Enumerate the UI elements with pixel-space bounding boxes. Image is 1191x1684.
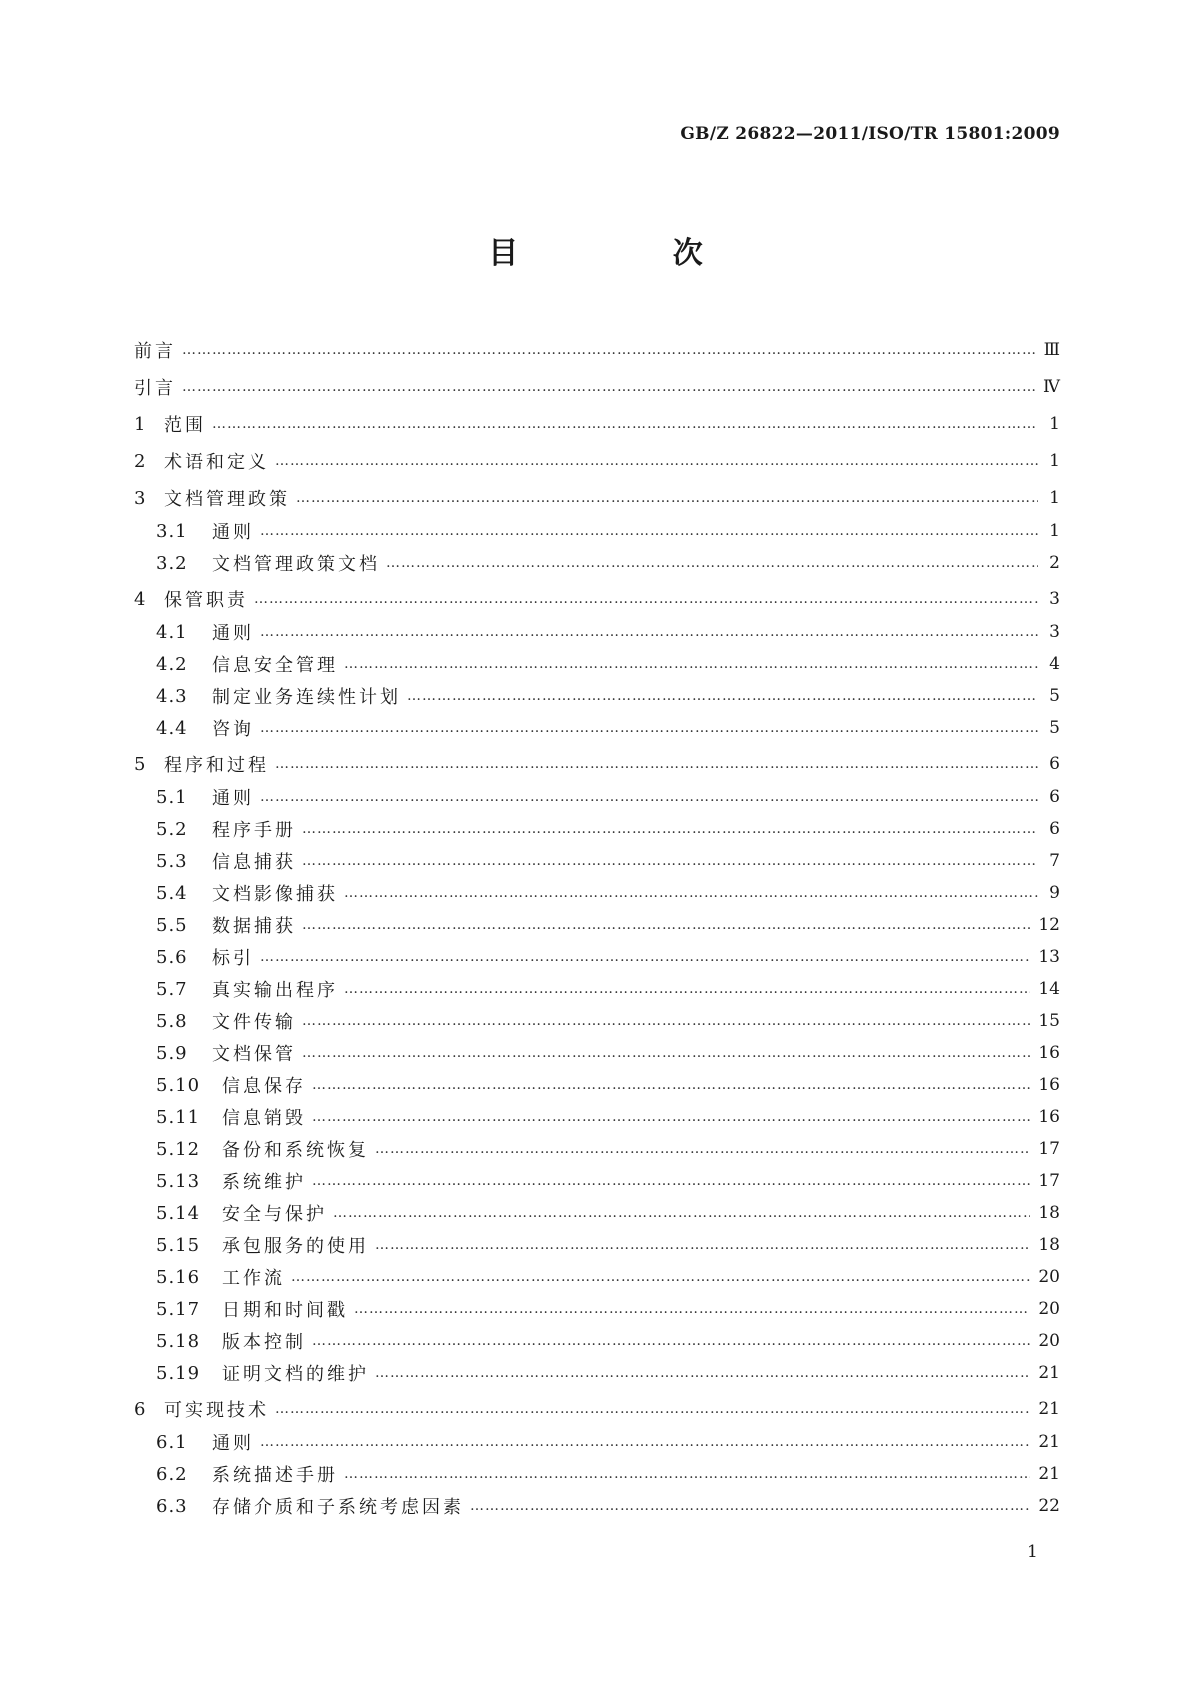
toc-leader-dots <box>302 1014 1030 1028</box>
toc-entry-page: 21 <box>1038 1363 1060 1383</box>
toc-leader-dots <box>344 886 1038 900</box>
toc-leader-dots <box>312 1078 1030 1092</box>
toc-entry-page: 16 <box>1038 1043 1060 1063</box>
toc-entry-number: 2 <box>134 450 147 472</box>
toc-entry-page: 5 <box>1049 718 1060 738</box>
toc-entry[interactable] <box>134 1133 1060 1165</box>
toc-entry-number: 6.3 <box>156 1495 188 1517</box>
toc-entry[interactable] <box>134 407 1060 441</box>
toc-entry-page: 1 <box>1049 521 1060 541</box>
toc-entry-title: 系统维护 <box>222 1172 306 1193</box>
toc-leader-dots <box>312 1110 1030 1124</box>
toc-entry[interactable] <box>134 1101 1060 1133</box>
toc-entry-number: 5 <box>134 753 147 775</box>
toc-entry[interactable] <box>134 582 1060 616</box>
toc-entry-title: 可实现技术 <box>164 1400 269 1421</box>
toc-leader-dots <box>275 757 1038 771</box>
toc-entry-page: 20 <box>1038 1267 1060 1287</box>
toc-entry-number: 5.14 <box>156 1202 201 1224</box>
toc-entry-page: 20 <box>1038 1299 1060 1319</box>
toc-leader-dots <box>275 1402 1030 1416</box>
toc-leader-dots <box>182 343 1036 357</box>
toc-leader-dots <box>260 625 1038 639</box>
toc-entry-title: 真实输出程序 <box>212 980 338 1001</box>
toc-entry-page: 1 <box>1049 414 1060 434</box>
toc-entry-number: 5.19 <box>156 1362 201 1384</box>
toc-entry-page: 3 <box>1049 589 1060 609</box>
toc-leader-dots <box>260 524 1038 538</box>
toc-leader-dots <box>407 689 1038 703</box>
toc-entry[interactable] <box>134 781 1060 813</box>
toc-entry-title: 文档保管 <box>212 1044 296 1065</box>
toc-entry-page: 21 <box>1038 1399 1060 1419</box>
toc-entry[interactable] <box>134 648 1060 680</box>
toc-leader-dots <box>354 1302 1030 1316</box>
toc-leader-dots <box>302 918 1030 932</box>
toc-entry-number: 5.10 <box>156 1074 201 1096</box>
toc-entry[interactable] <box>134 845 1060 877</box>
toc-entry-number: 5.11 <box>156 1106 201 1128</box>
toc-entry-page: 6 <box>1049 787 1060 807</box>
toc-entry[interactable] <box>134 370 1060 404</box>
toc-leader-dots <box>312 1334 1030 1348</box>
toc-entry[interactable] <box>134 712 1060 744</box>
toc-leader-dots <box>302 822 1038 836</box>
toc-entry[interactable] <box>134 877 1060 909</box>
toc-entry[interactable] <box>134 1293 1060 1325</box>
toc-leader-dots <box>182 380 1035 394</box>
toc-entry-page: 18 <box>1038 1235 1060 1255</box>
toc-entry-number: 5.5 <box>156 914 188 936</box>
toc-entry-number: 5.17 <box>156 1298 201 1320</box>
toc-entry[interactable] <box>134 1458 1060 1490</box>
toc-entry-title: 咨询 <box>212 719 254 740</box>
toc-entry-title: 文档管理政策 <box>164 489 290 510</box>
toc-entry[interactable] <box>134 1229 1060 1261</box>
toc-entry-page: 9 <box>1049 883 1060 903</box>
toc-entry[interactable] <box>134 1069 1060 1101</box>
toc-leader-dots <box>260 950 1030 964</box>
toc-entry-page: 15 <box>1038 1011 1060 1031</box>
toc-leader-dots <box>344 1467 1030 1481</box>
toc-entry-page: 2 <box>1049 553 1060 573</box>
toc-entry-page: 5 <box>1049 686 1060 706</box>
toc-leader-dots <box>302 1046 1030 1060</box>
toc-entry-number: 5.4 <box>156 882 188 904</box>
toc-entry-title: 引言 <box>134 378 176 399</box>
toc-entry-page: 4 <box>1049 654 1060 674</box>
toc-leader-dots <box>260 790 1038 804</box>
toc-entry[interactable] <box>134 941 1060 973</box>
toc-entry-title: 备份和系统恢复 <box>222 1140 369 1161</box>
toc-entry-title: 术语和定义 <box>164 452 269 473</box>
toc-entry[interactable] <box>134 1005 1060 1037</box>
toc-entry-title: 通则 <box>212 623 254 644</box>
toc-entry[interactable] <box>134 1165 1060 1197</box>
toc-entry-title: 日期和时间戳 <box>222 1300 348 1321</box>
toc-leader-dots <box>333 1206 1030 1220</box>
toc-leader-dots <box>302 854 1038 868</box>
toc-entry-page: 1 <box>1049 488 1060 508</box>
toc-entry-title: 信息捕获 <box>212 852 296 873</box>
toc-entry-page: 3 <box>1049 622 1060 642</box>
toc-entry-title: 程序和过程 <box>164 755 269 776</box>
toc-entry-number: 5.9 <box>156 1042 188 1064</box>
toc-entry[interactable] <box>134 1037 1060 1069</box>
toc-entry[interactable] <box>134 909 1060 941</box>
toc-entry-page: 21 <box>1038 1432 1060 1452</box>
toc-entry[interactable] <box>134 547 1060 579</box>
toc-entry-number: 5.6 <box>156 946 188 968</box>
toc-entry[interactable] <box>134 1426 1060 1458</box>
toc-entry-page: 20 <box>1038 1331 1060 1351</box>
toc-entry-title: 前言 <box>134 341 176 362</box>
toc-leader-dots <box>375 1238 1030 1252</box>
toc-leader-dots <box>344 982 1030 996</box>
toc-entry[interactable] <box>134 444 1060 478</box>
toc-entry-number: 5.13 <box>156 1170 201 1192</box>
toc-entry-number: 5.8 <box>156 1010 188 1032</box>
table-of-contents <box>134 330 1060 1522</box>
toc-entry-title: 保管职责 <box>164 590 248 611</box>
toc-entry-number: 5.18 <box>156 1330 201 1352</box>
toc-entry[interactable] <box>134 1325 1060 1357</box>
toc-entry-number: 4.1 <box>156 621 188 643</box>
toc-entry-title: 通则 <box>212 522 254 543</box>
toc-entry-title: 信息安全管理 <box>212 655 338 676</box>
toc-entry-title: 工作流 <box>222 1268 285 1289</box>
toc-entry-number: 5.15 <box>156 1234 201 1256</box>
toc-entry-page: 22 <box>1038 1496 1060 1516</box>
toc-leader-dots <box>260 721 1038 735</box>
toc-entry-number: 6.1 <box>156 1431 188 1453</box>
toc-entry-title: 信息销毁 <box>222 1108 306 1129</box>
toc-entry-page: Ⅳ <box>1043 377 1060 397</box>
toc-entry-title: 制定业务连续性计划 <box>212 687 401 708</box>
toc-entry-title: 存储介质和子系统考虑因素 <box>212 1497 464 1518</box>
toc-entry-title: 范围 <box>164 415 206 436</box>
toc-entry-title: 证明文档的维护 <box>222 1364 369 1385</box>
toc-entry[interactable] <box>134 1197 1060 1229</box>
toc-entry-page: 1 <box>1049 451 1060 471</box>
toc-leader-dots <box>344 657 1038 671</box>
toc-leader-dots <box>260 1435 1030 1449</box>
toc-entry-page: 7 <box>1049 851 1060 871</box>
toc-entry-number: 1 <box>134 413 147 435</box>
page-title: 目 次 <box>488 236 775 271</box>
toc-entry-title: 版本控制 <box>222 1332 306 1353</box>
toc-entry-number: 5.16 <box>156 1266 201 1288</box>
toc-entry-number: 5.1 <box>156 786 188 808</box>
toc-entry[interactable] <box>134 813 1060 845</box>
toc-entry-page: 18 <box>1038 1203 1060 1223</box>
toc-entry-number: 5.12 <box>156 1138 201 1160</box>
toc-entry[interactable] <box>134 333 1060 367</box>
toc-leader-dots <box>386 556 1038 570</box>
toc-entry-number: 3 <box>134 487 147 509</box>
toc-entry[interactable] <box>134 680 1060 712</box>
toc-entry-title: 标引 <box>212 948 254 969</box>
page-number: 1 <box>1027 1542 1038 1562</box>
toc-entry-title: 程序手册 <box>212 820 296 841</box>
toc-entry[interactable] <box>134 515 1060 547</box>
toc-entry-page: 6 <box>1049 754 1060 774</box>
toc-entry-page: 17 <box>1038 1139 1060 1159</box>
toc-entry-page: 14 <box>1038 979 1060 999</box>
toc-entry[interactable] <box>134 1357 1060 1389</box>
toc-entry-number: 3.2 <box>156 552 188 574</box>
toc-entry-title: 文档管理政策文档 <box>212 554 380 575</box>
toc-entry-number: 6.2 <box>156 1463 188 1485</box>
toc-leader-dots <box>470 1499 1030 1513</box>
toc-entry-title: 数据捕获 <box>212 916 296 937</box>
toc-entry[interactable] <box>134 1490 1060 1522</box>
toc-entry-title: 文件传输 <box>212 1012 296 1033</box>
toc-entry-page: 21 <box>1038 1464 1060 1484</box>
toc-entry-title: 通则 <box>212 1433 254 1454</box>
toc-entry[interactable] <box>134 1392 1060 1426</box>
toc-entry-page: 17 <box>1038 1171 1060 1191</box>
toc-leader-dots <box>312 1174 1030 1188</box>
toc-entry-number: 4.3 <box>156 685 188 707</box>
toc-leader-dots <box>375 1366 1030 1380</box>
toc-entry-page: 13 <box>1038 947 1060 967</box>
toc-entry-title: 系统描述手册 <box>212 1465 338 1486</box>
toc-entry-title: 通则 <box>212 788 254 809</box>
toc-entry-page: 16 <box>1038 1075 1060 1095</box>
toc-entry[interactable] <box>134 973 1060 1005</box>
toc-entry-number: 5.2 <box>156 818 188 840</box>
toc-entry-number: 3.1 <box>156 520 188 542</box>
toc-entry-title: 信息保存 <box>222 1076 306 1097</box>
toc-entry[interactable] <box>134 616 1060 648</box>
toc-entry-number: 5.7 <box>156 978 188 1000</box>
toc-entry-page: 16 <box>1038 1107 1060 1127</box>
toc-entry[interactable] <box>134 481 1060 515</box>
toc-entry-page: 6 <box>1049 819 1060 839</box>
toc-entry-page: Ⅲ <box>1043 340 1060 360</box>
toc-entry-title: 文档影像捕获 <box>212 884 338 905</box>
toc-entry-title: 承包服务的使用 <box>222 1236 369 1257</box>
toc-entry-title: 安全与保护 <box>222 1204 327 1225</box>
toc-entry-number: 6 <box>134 1398 147 1420</box>
toc-leader-dots <box>212 417 1038 431</box>
toc-entry[interactable] <box>134 747 1060 781</box>
toc-leader-dots <box>375 1142 1030 1156</box>
toc-entry-number: 4 <box>134 588 147 610</box>
toc-entry-number: 5.3 <box>156 850 188 872</box>
toc-entry-number: 4.4 <box>156 717 188 739</box>
toc-leader-dots <box>275 454 1038 468</box>
standard-code: GB/Z 26822—2011/ISO/TR 15801:2009 <box>680 124 1060 144</box>
toc-entry-number: 4.2 <box>156 653 188 675</box>
toc-leader-dots <box>296 491 1038 505</box>
toc-leader-dots <box>291 1270 1030 1284</box>
toc-entry-page: 12 <box>1038 915 1060 935</box>
toc-leader-dots <box>254 592 1038 606</box>
toc-entry[interactable] <box>134 1261 1060 1293</box>
